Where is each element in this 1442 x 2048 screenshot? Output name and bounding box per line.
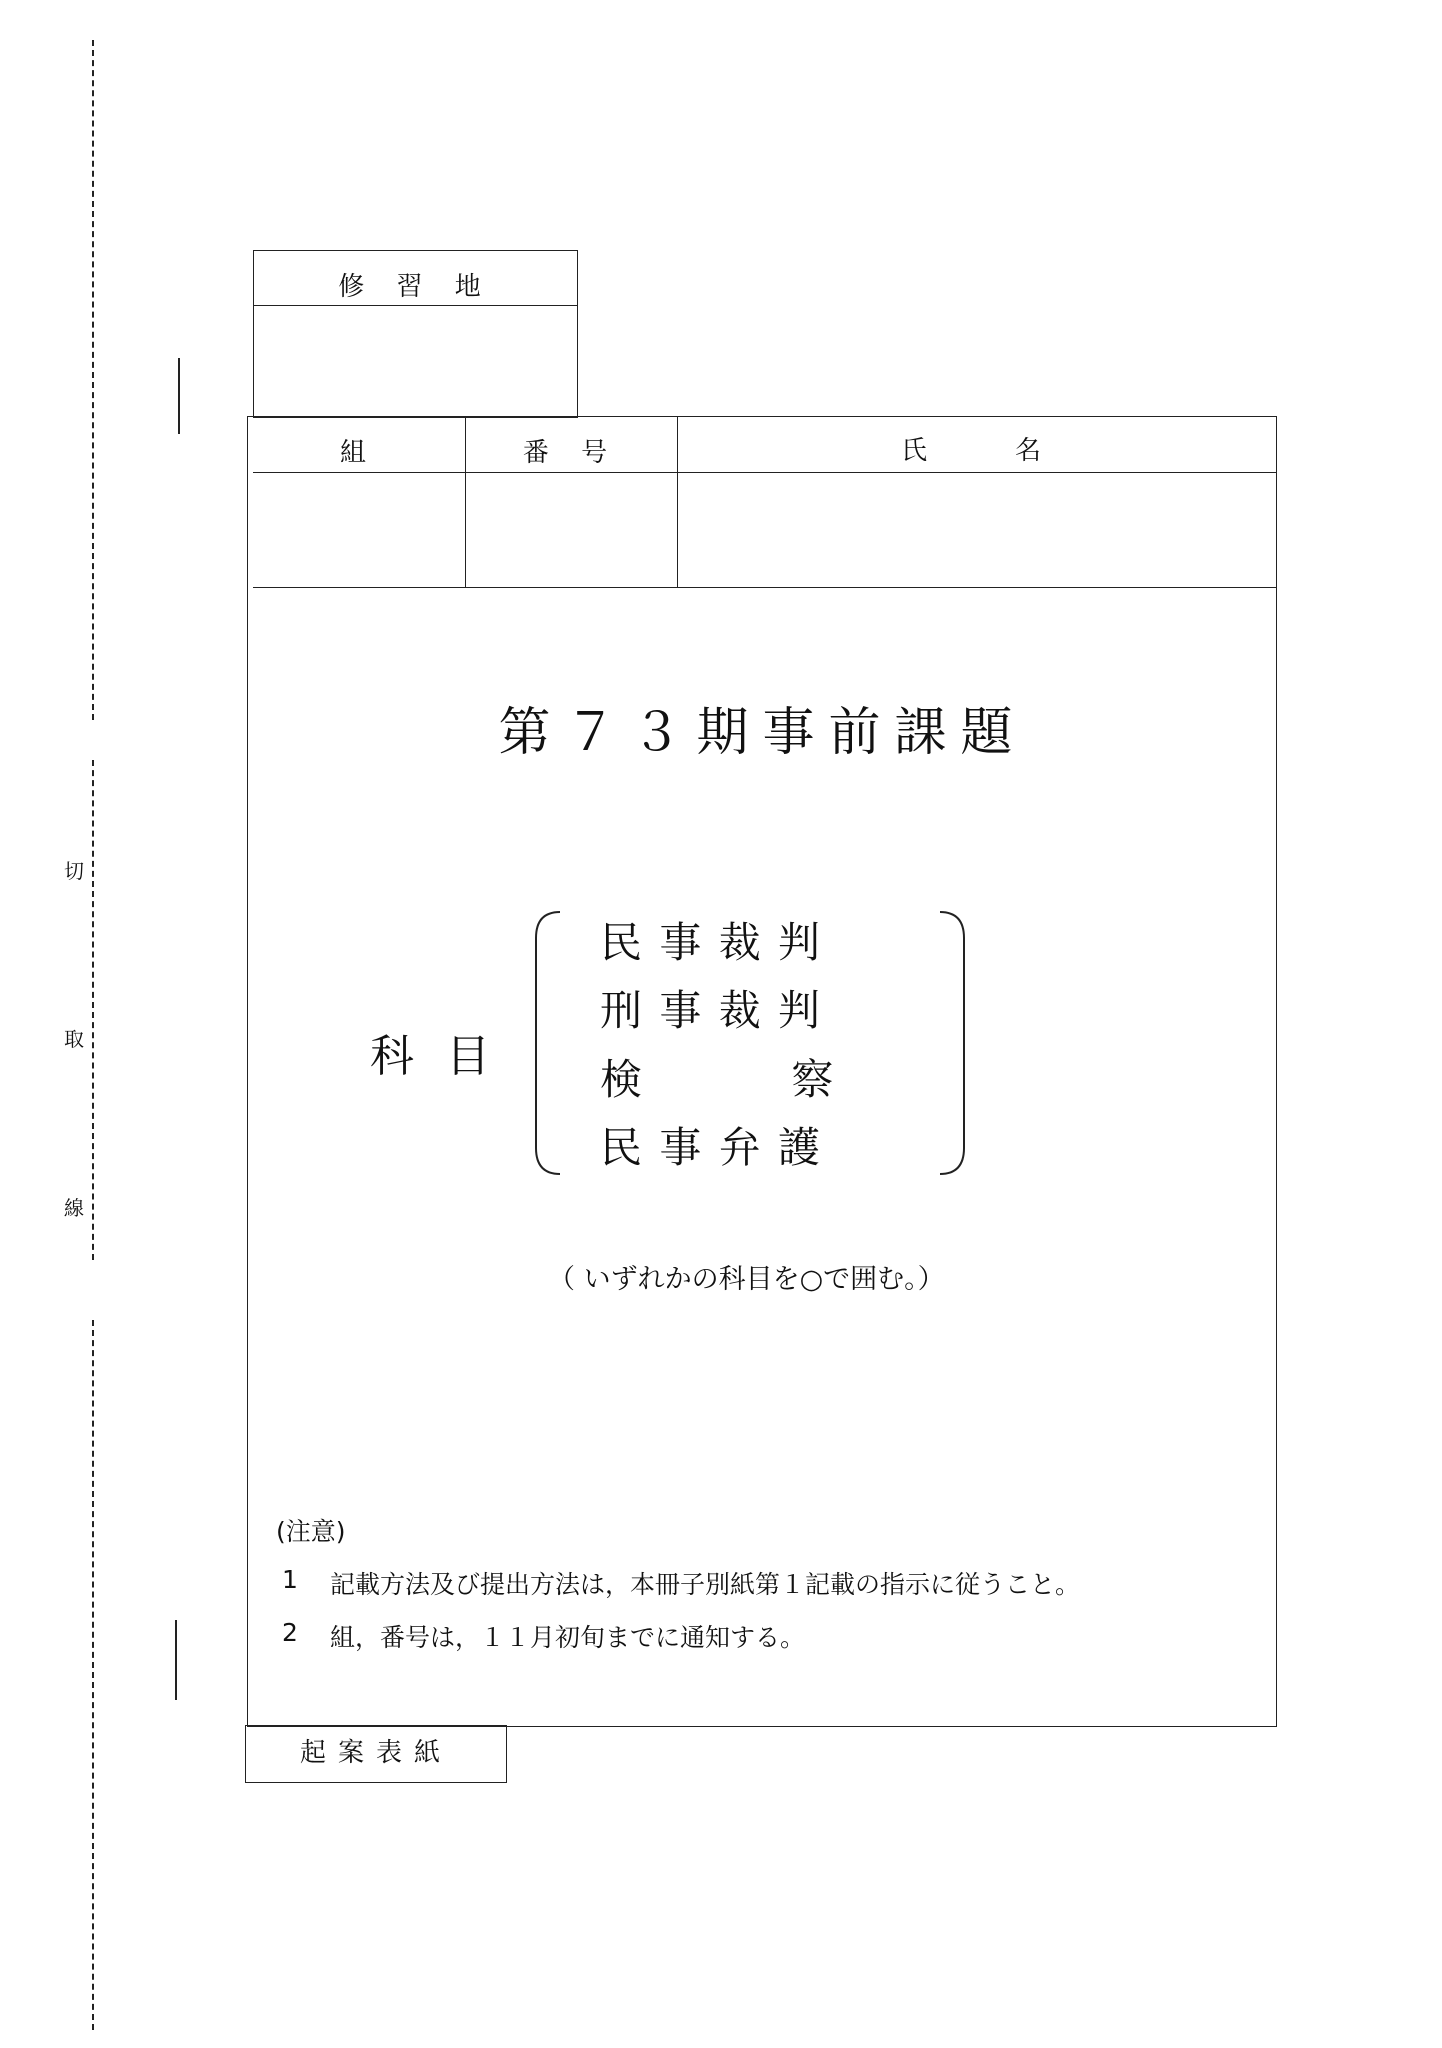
notes-heading: (注意)	[276, 1517, 346, 1546]
site-divider	[253, 305, 578, 306]
name-field[interactable]	[680, 476, 1274, 584]
info-bottom-line	[253, 587, 1277, 588]
header-divider	[253, 472, 1277, 473]
draft-cover-tab: 起案表紙	[245, 1725, 507, 1783]
right-bracket-icon	[934, 908, 970, 1178]
binding-mark-bottom	[175, 1620, 177, 1700]
site-label: 修 習 地	[338, 272, 493, 302]
note-2-text: 組，番号は，１１月初旬までに通知する。	[330, 1623, 806, 1652]
note-2-number: 2	[282, 1618, 298, 1647]
subject-civil-defense[interactable]: 民 事 弁 護	[600, 1123, 823, 1172]
name-label: 氏 名	[900, 436, 1053, 466]
binding-mark-top	[178, 358, 180, 434]
number-field[interactable]	[468, 476, 674, 584]
cut-line-middle	[92, 760, 94, 1260]
note-1-text: 記載方法及び提出方法は，本冊子別紙第１記載の指示に従うこと。	[330, 1570, 1081, 1599]
cut-line-lower	[92, 1320, 94, 2030]
subject-civil-trial[interactable]: 民 事 裁 判	[600, 918, 823, 967]
subjects-instruction: （ いずれかの科目を○で囲む。）	[548, 1264, 945, 1295]
subjects-label: 科目	[370, 1031, 522, 1082]
group-field[interactable]	[256, 476, 462, 584]
subject-criminal-trial[interactable]: 刑 事 裁 判	[600, 986, 823, 1035]
cut-char-1: 切	[64, 859, 84, 883]
page-title: 第７３期事前課題	[498, 703, 1027, 763]
note-1-number: 1	[282, 1565, 298, 1594]
cut-line-upper	[92, 40, 94, 720]
cut-char-2: 取	[64, 1027, 84, 1051]
group-label: 組	[339, 438, 378, 468]
left-bracket-icon	[530, 908, 566, 1178]
subject-prosecution[interactable]: 検 察	[600, 1055, 836, 1104]
site-field[interactable]	[256, 308, 576, 416]
cut-char-3: 線	[64, 1196, 84, 1220]
number-label: 番 号	[522, 438, 620, 468]
